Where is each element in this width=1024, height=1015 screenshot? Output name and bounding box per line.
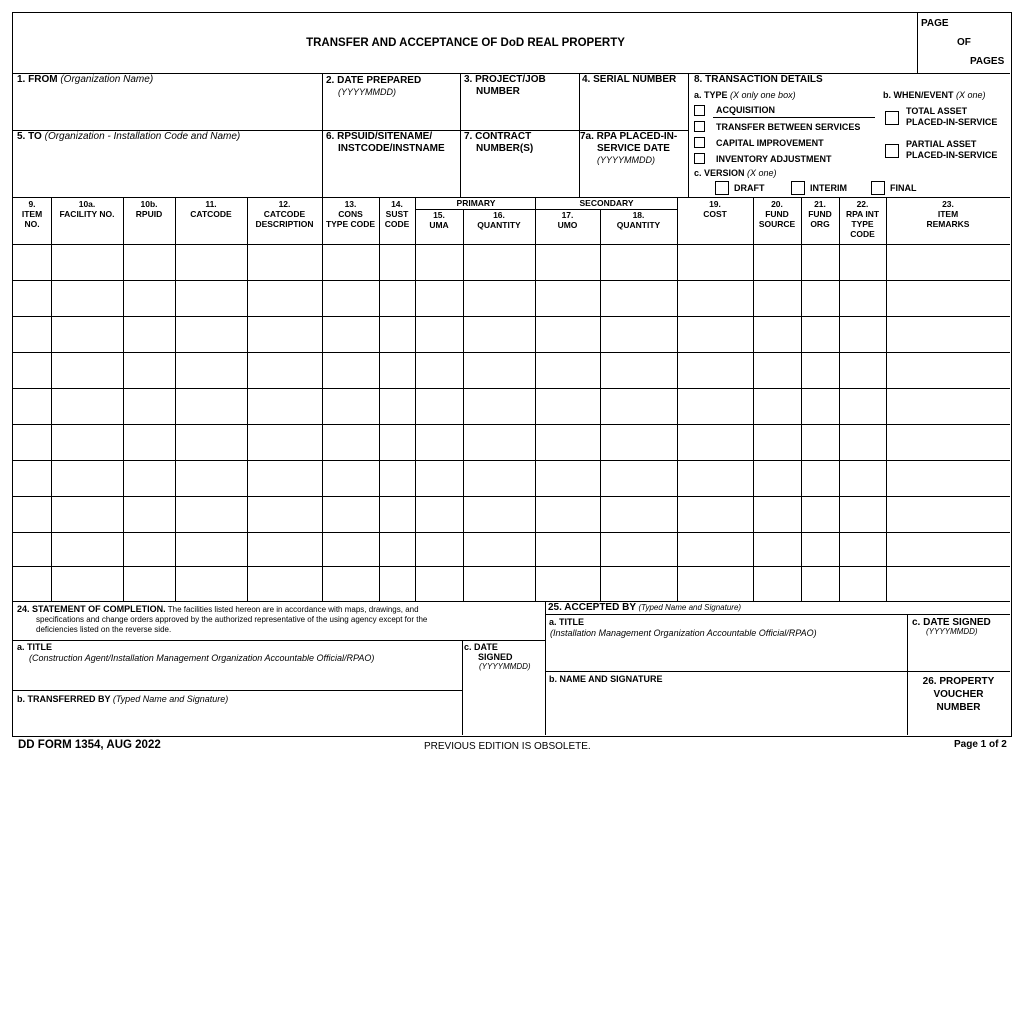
type-label-group	[694, 90, 796, 101]
col-catcode-num: 11.	[205, 199, 217, 209]
voucher-label-3: NUMBER	[936, 702, 981, 713]
page-label: PAGE	[921, 18, 949, 29]
statement-text-3: deficiencies listed on the reverse side.	[36, 625, 172, 634]
col-sust-code	[379, 199, 415, 229]
table-row[interactable]	[13, 566, 1010, 567]
col-fo-l1: FUND	[808, 209, 832, 219]
accepted-by-hint: (Typed Name and Signature)	[638, 603, 742, 612]
transfer-date-hint: (YYYYMMDD)	[479, 662, 531, 671]
service-date-label: SERVICE DATE	[597, 143, 670, 154]
secondary-header: SECONDARY	[579, 198, 634, 208]
when-event-label: b. WHEN/EVENT	[883, 90, 954, 100]
project-job-number-field[interactable]	[464, 74, 546, 98]
type-label: a. TYPE	[694, 90, 728, 100]
to-label: 5. TO	[17, 131, 42, 142]
col-pq-num: 16.	[493, 210, 505, 220]
acquisition-checkbox[interactable]	[694, 105, 705, 116]
col-facility-no-num: 10a.	[78, 199, 96, 209]
table-row[interactable]	[13, 460, 1010, 461]
col-item-no	[13, 199, 51, 229]
col-facility-no	[51, 199, 123, 219]
col-cons-type-code	[322, 199, 379, 229]
acquisition-label: ACQUISITION	[716, 105, 776, 115]
statement-label: 24. STATEMENT OF COMPLETION.	[17, 604, 166, 614]
col-fund-source	[753, 199, 801, 229]
col-primary-quantity	[463, 210, 535, 230]
capital-improvement-checkbox[interactable]	[694, 137, 705, 148]
serial-number-label: 4. SERIAL NUMBER	[582, 74, 677, 85]
col-catcode	[175, 199, 247, 219]
col-uma-l1: UMA	[429, 220, 449, 230]
col-cost-num: 19.	[709, 199, 721, 209]
table-row[interactable]	[13, 424, 1010, 425]
col-catdesc-l1: CATCODE	[263, 209, 306, 219]
col-cons-l2: TYPE CODE	[325, 219, 376, 229]
placed-in-service-date-field[interactable]	[580, 131, 677, 166]
transfer-title-field[interactable]	[17, 642, 374, 664]
transfer-between-services-checkbox[interactable]	[694, 121, 705, 132]
interim-checkbox[interactable]	[791, 181, 805, 195]
col-catdesc-num: 12.	[278, 199, 291, 209]
version-hint: (X one)	[747, 168, 777, 178]
col-remarks-l2: REMARKS	[926, 219, 970, 229]
rpsuid-site-field[interactable]	[326, 131, 445, 155]
col-fs-l2: SOURCE	[758, 219, 796, 229]
accept-date-signed-field[interactable]	[912, 617, 991, 636]
col-sq-num: 18.	[632, 210, 645, 220]
table-row[interactable]	[13, 316, 1010, 317]
col-item-remarks	[886, 199, 1010, 229]
total-asset-line2: PLACED-IN-SERVICE	[906, 117, 998, 127]
from-hint: (Organization Name)	[60, 74, 154, 85]
partial-asset-line1: PARTIAL ASSET	[906, 139, 977, 149]
col-cons-num: 13.	[344, 199, 357, 209]
partial-asset-checkbox[interactable]	[885, 144, 899, 158]
when-event-hint: (X one)	[956, 90, 986, 100]
table-row[interactable]	[13, 280, 1010, 281]
accept-title-field[interactable]	[549, 617, 817, 639]
form-title: TRANSFER AND ACCEPTANCE OF DoD REAL PROPERTY	[306, 37, 625, 49]
col-item-no-l1: ITEM	[21, 209, 43, 219]
from-field[interactable]	[17, 74, 153, 86]
voucher-label-2: VOUCHER	[933, 689, 984, 700]
col-rpa-num: 22.	[856, 199, 869, 209]
col-fo-num: 21.	[814, 199, 826, 209]
transfer-date-label-2: SIGNED	[478, 652, 513, 662]
col-item-no-num: 9.	[28, 199, 36, 209]
type-hint: (X only one box)	[730, 90, 796, 100]
col-cons-l1: CONS	[338, 209, 363, 219]
accept-title-hint: (Installation Management Organization Accountable Official/RPAO)	[550, 628, 817, 638]
serial-number-field[interactable]	[582, 74, 676, 86]
transfer-between-services-label: TRANSFER BETWEEN SERVICES	[716, 122, 861, 132]
primary-header: PRIMARY	[456, 198, 496, 208]
col-rpa-int-type-code	[839, 199, 886, 239]
col-fs-l1: FUND	[765, 209, 789, 219]
transfer-title-hint: (Construction Agent/Installation Management Organization Accountable Official/RPAO)	[29, 653, 375, 663]
col-uma	[415, 210, 463, 230]
final-checkbox[interactable]	[871, 181, 885, 195]
capital-improvement-label: CAPITAL IMPROVEMENT	[716, 138, 824, 148]
statement-text-2: specifications and change orders approved by the authorized representative of the using agency except for the	[36, 615, 428, 624]
project-job-label: 3. PROJECT/JOB	[464, 74, 546, 85]
date-prepared-label: 2. DATE PREPARED	[326, 75, 422, 86]
col-secondary-quantity	[600, 210, 677, 230]
col-sust-l2: CODE	[384, 219, 410, 229]
col-item-no-l2: NO.	[24, 219, 40, 229]
statement-text-1: The facilities listed hereon are in accordance with maps, drawings, and	[167, 605, 419, 614]
date-prepared-hint: (YYYYMMDD)	[338, 87, 396, 97]
accepted-by-label-group	[548, 602, 741, 613]
date-prepared-field[interactable]	[326, 75, 421, 98]
obsolete-notice: PREVIOUS EDITION IS OBSOLETE.	[424, 741, 591, 752]
draft-checkbox[interactable]	[715, 181, 729, 195]
final-label: FINAL	[890, 183, 917, 193]
contract-label-2: NUMBER(S)	[476, 143, 534, 154]
contract-label: 7. CONTRACT	[464, 131, 532, 142]
col-sq-l1: QUANTITY	[616, 220, 661, 230]
col-rpa-l3: CODE	[850, 229, 875, 239]
col-facility-no-l1: FACILITY NO.	[59, 209, 115, 219]
col-sust-l1: SUST	[385, 209, 409, 219]
col-rpa-l2: TYPE	[851, 219, 874, 229]
col-cost-l1: COST	[703, 209, 727, 219]
voucher-label-1: 26. PROPERTY	[922, 676, 995, 687]
name-signature-label: b. NAME AND SIGNATURE	[549, 674, 663, 684]
from-label: 1. FROM	[17, 74, 58, 85]
when-event-group	[883, 90, 986, 101]
col-umo-num: 17.	[561, 210, 574, 220]
table-row[interactable]	[13, 532, 1010, 533]
rpsuid-label: 6. RPSUID/SITENAME/	[326, 131, 433, 142]
rpsuid-label-2: INSTCODE/INSTNAME	[338, 143, 445, 154]
col-pq-l1: QUANTITY	[477, 220, 521, 230]
col-sust-num: 14.	[391, 199, 403, 209]
inventory-adjustment-label: INVENTORY ADJUSTMENT	[716, 154, 832, 164]
draft-label: DRAFT	[734, 183, 765, 193]
inventory-adjustment-checkbox[interactable]	[694, 153, 705, 164]
transfer-date-signed-field[interactable]	[464, 642, 531, 672]
col-umo	[535, 210, 600, 230]
to-hint: (Organization - Installation Code and Name)	[44, 131, 241, 142]
transferred-by-label: b. TRANSFERRED BY	[17, 694, 111, 704]
col-fo-l2: ORG	[810, 219, 830, 229]
total-asset-label	[906, 106, 997, 128]
col-umo-l1: UMO	[557, 220, 578, 230]
page-number: Page 1 of 2	[954, 739, 1007, 750]
transfer-date-label: c. DATE	[464, 642, 498, 652]
col-rpa-l1: RPA INT	[845, 209, 880, 219]
col-catcode-l1: CATCODE	[190, 209, 232, 219]
col-fund-org	[801, 199, 839, 229]
accept-date-hint: (YYYYMMDD)	[926, 627, 978, 636]
col-rpuid	[123, 199, 175, 219]
accept-date-label: c. DATE SIGNED	[912, 617, 991, 628]
table-row[interactable]	[13, 388, 1010, 389]
col-rpuid-num: 10b.	[140, 199, 158, 209]
version-group	[694, 168, 777, 179]
partial-asset-line2: PLACED-IN-SERVICE	[906, 150, 998, 160]
transaction-details-label: 8. TRANSACTION DETAILS	[694, 74, 823, 85]
col-cost	[677, 199, 753, 219]
col-catcode-description	[247, 199, 322, 229]
version-label: c. VERSION	[694, 168, 745, 178]
table-row[interactable]	[13, 352, 1010, 353]
accepted-by-label: 25. ACCEPTED BY	[548, 602, 636, 613]
to-field[interactable]	[17, 131, 240, 143]
accept-title-label: a. TITLE	[549, 617, 585, 627]
total-asset-line1: TOTAL ASSET	[906, 106, 968, 116]
name-and-signature-field[interactable]	[549, 674, 663, 685]
form-id: DD FORM 1354, AUG 2022	[18, 739, 161, 751]
col-remarks-l1: ITEM	[937, 209, 959, 219]
transferred-by-hint: (Typed Name and Signature)	[112, 694, 229, 704]
col-fs-num: 20.	[771, 199, 783, 209]
col-remarks-num: 23.	[942, 199, 954, 209]
dd-form-1354	[12, 12, 1012, 737]
of-label: OF	[957, 37, 971, 48]
property-voucher-number-field[interactable]	[907, 675, 1010, 714]
total-asset-checkbox[interactable]	[885, 111, 899, 125]
col-catdesc-l2: DESCRIPTION	[255, 219, 314, 229]
contract-number-field[interactable]	[464, 131, 533, 155]
rpa-placed-label: 7a. RPA PLACED-IN-	[580, 131, 678, 142]
pages-label: PAGES	[970, 56, 1005, 67]
transferred-by-field[interactable]	[17, 694, 228, 705]
table-row[interactable]	[13, 496, 1010, 497]
col-uma-num: 15.	[433, 210, 445, 220]
transfer-title-label: a. TITLE	[17, 642, 53, 652]
col-rpuid-l1: RPUID	[135, 209, 163, 219]
service-date-hint: (YYYYMMDD)	[597, 155, 655, 165]
project-job-label-2: NUMBER	[476, 86, 520, 97]
partial-asset-label	[906, 139, 997, 161]
interim-label: INTERIM	[810, 183, 847, 193]
statement-of-completion	[17, 604, 539, 635]
